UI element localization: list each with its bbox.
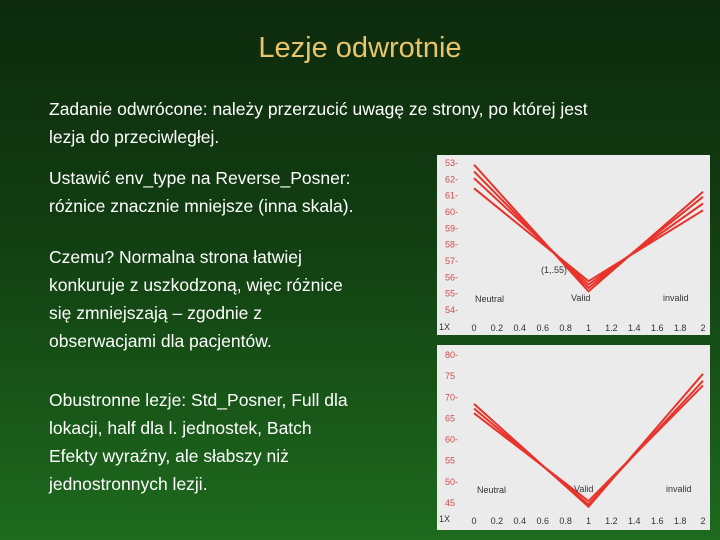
paragraph-line: konkuruje z uszkodzoną, więc różnice xyxy=(49,275,343,295)
y-tick-label: 45 xyxy=(445,498,456,508)
x-tick-label: 1.4 xyxy=(628,516,641,526)
x-tick-label: 2 xyxy=(700,516,706,526)
x-tick-label: 0.8 xyxy=(559,323,572,333)
paragraph-env-type xyxy=(49,164,429,220)
chart-annotation: invalid xyxy=(666,484,692,494)
chart-annotation: invalid xyxy=(663,293,689,303)
x-tick-label: 1 xyxy=(585,323,592,333)
chart-reverse-posner xyxy=(437,155,710,335)
x-tick-label: 0.2 xyxy=(490,323,504,333)
paragraph-line: lezja do przeciwległej. xyxy=(49,127,220,147)
chart-svg-reverse-posner xyxy=(437,155,710,335)
x-origin-label: 1X xyxy=(439,322,451,332)
x-tick-label: 1.4 xyxy=(628,323,641,333)
y-tick-label: 55 xyxy=(445,455,456,466)
y-tick-label: 75 xyxy=(445,371,456,382)
x-tick-label: 0.8 xyxy=(559,516,572,526)
y-tick-label: 53- xyxy=(445,158,459,168)
chart-annotation: Valid xyxy=(574,484,594,494)
y-tick-label: 62- xyxy=(445,174,459,185)
paragraph-task-description xyxy=(49,95,689,151)
y-tick-label: 56- xyxy=(445,272,459,283)
y-tick-label: 50- xyxy=(445,476,459,487)
x-origin-label: 1X xyxy=(439,514,451,524)
chart-annotation: Neutral xyxy=(475,294,505,304)
paragraph-line: Obustronne lezje: Std_Posner, Full dla xyxy=(49,390,348,410)
y-tick-label: 55- xyxy=(445,288,459,299)
slide-title: Lezje odwrotnie xyxy=(258,32,462,64)
y-tick-label: 70- xyxy=(445,392,459,403)
x-tick-label: 1.2 xyxy=(605,516,618,526)
y-tick-label: 57- xyxy=(445,256,459,266)
y-tick-label: 59- xyxy=(445,223,459,234)
x-tick-label: 1.2 xyxy=(605,323,618,333)
y-tick-label: 61- xyxy=(445,190,459,201)
y-tick-label: 58- xyxy=(445,239,459,250)
x-tick-label: 1.8 xyxy=(673,516,687,526)
x-tick-label: 0 xyxy=(471,323,477,333)
x-tick-label: 1.6 xyxy=(650,323,664,333)
x-tick-label: 0.4 xyxy=(513,516,527,526)
x-tick-label: 1 xyxy=(585,516,592,526)
chart-annotation: Neutral xyxy=(477,485,507,495)
paragraph-line: się zmniejszają – zgodnie z xyxy=(49,303,263,323)
paragraph-line: lokacji, half dla l. jednostek, Batch xyxy=(49,418,312,438)
y-tick-label: 54- xyxy=(445,305,459,315)
chart-annotation: Valid xyxy=(571,293,591,303)
paragraph-line: Zadanie odwrócone: należy przerzucić uwagę ze strony, po której jest xyxy=(49,99,588,119)
x-tick-label: 2 xyxy=(700,323,706,333)
x-tick-label: 0 xyxy=(471,516,477,526)
chart-annotation: (1,.55) xyxy=(541,265,568,275)
y-tick-label: 60- xyxy=(445,207,459,217)
x-tick-label: 0.6 xyxy=(536,516,549,526)
paragraph-line: Efekty wyraźny, ale słabszy niż xyxy=(49,446,289,466)
x-tick-label: 0.2 xyxy=(490,516,504,526)
y-tick-label: 60- xyxy=(445,434,459,445)
chart-svg-bilateral xyxy=(437,345,710,530)
x-tick-label: 0.4 xyxy=(513,323,527,333)
paragraph-line: obserwacjami dla pacjentów. xyxy=(49,331,272,351)
x-tick-label: 1.8 xyxy=(673,323,687,333)
paragraph-line: Czemu? Normalna strona łatwiej xyxy=(49,247,302,267)
paragraph-line: Ustawić env_type na Reverse_Posner: xyxy=(49,168,351,188)
paragraph-explanation xyxy=(49,243,429,355)
x-tick-label: 0.6 xyxy=(536,323,549,333)
paragraph-line: jednostronnych lezji. xyxy=(49,474,208,494)
chart-bilateral xyxy=(437,345,710,530)
y-tick-label: 65 xyxy=(445,413,456,424)
series-line xyxy=(474,171,703,288)
paragraph-line: różnice znacznie mniejsze (inna skala). xyxy=(49,196,354,216)
x-tick-label: 1.6 xyxy=(650,516,664,526)
y-tick-label: 80- xyxy=(445,350,459,360)
paragraph-bilateral-lesions xyxy=(49,386,429,498)
